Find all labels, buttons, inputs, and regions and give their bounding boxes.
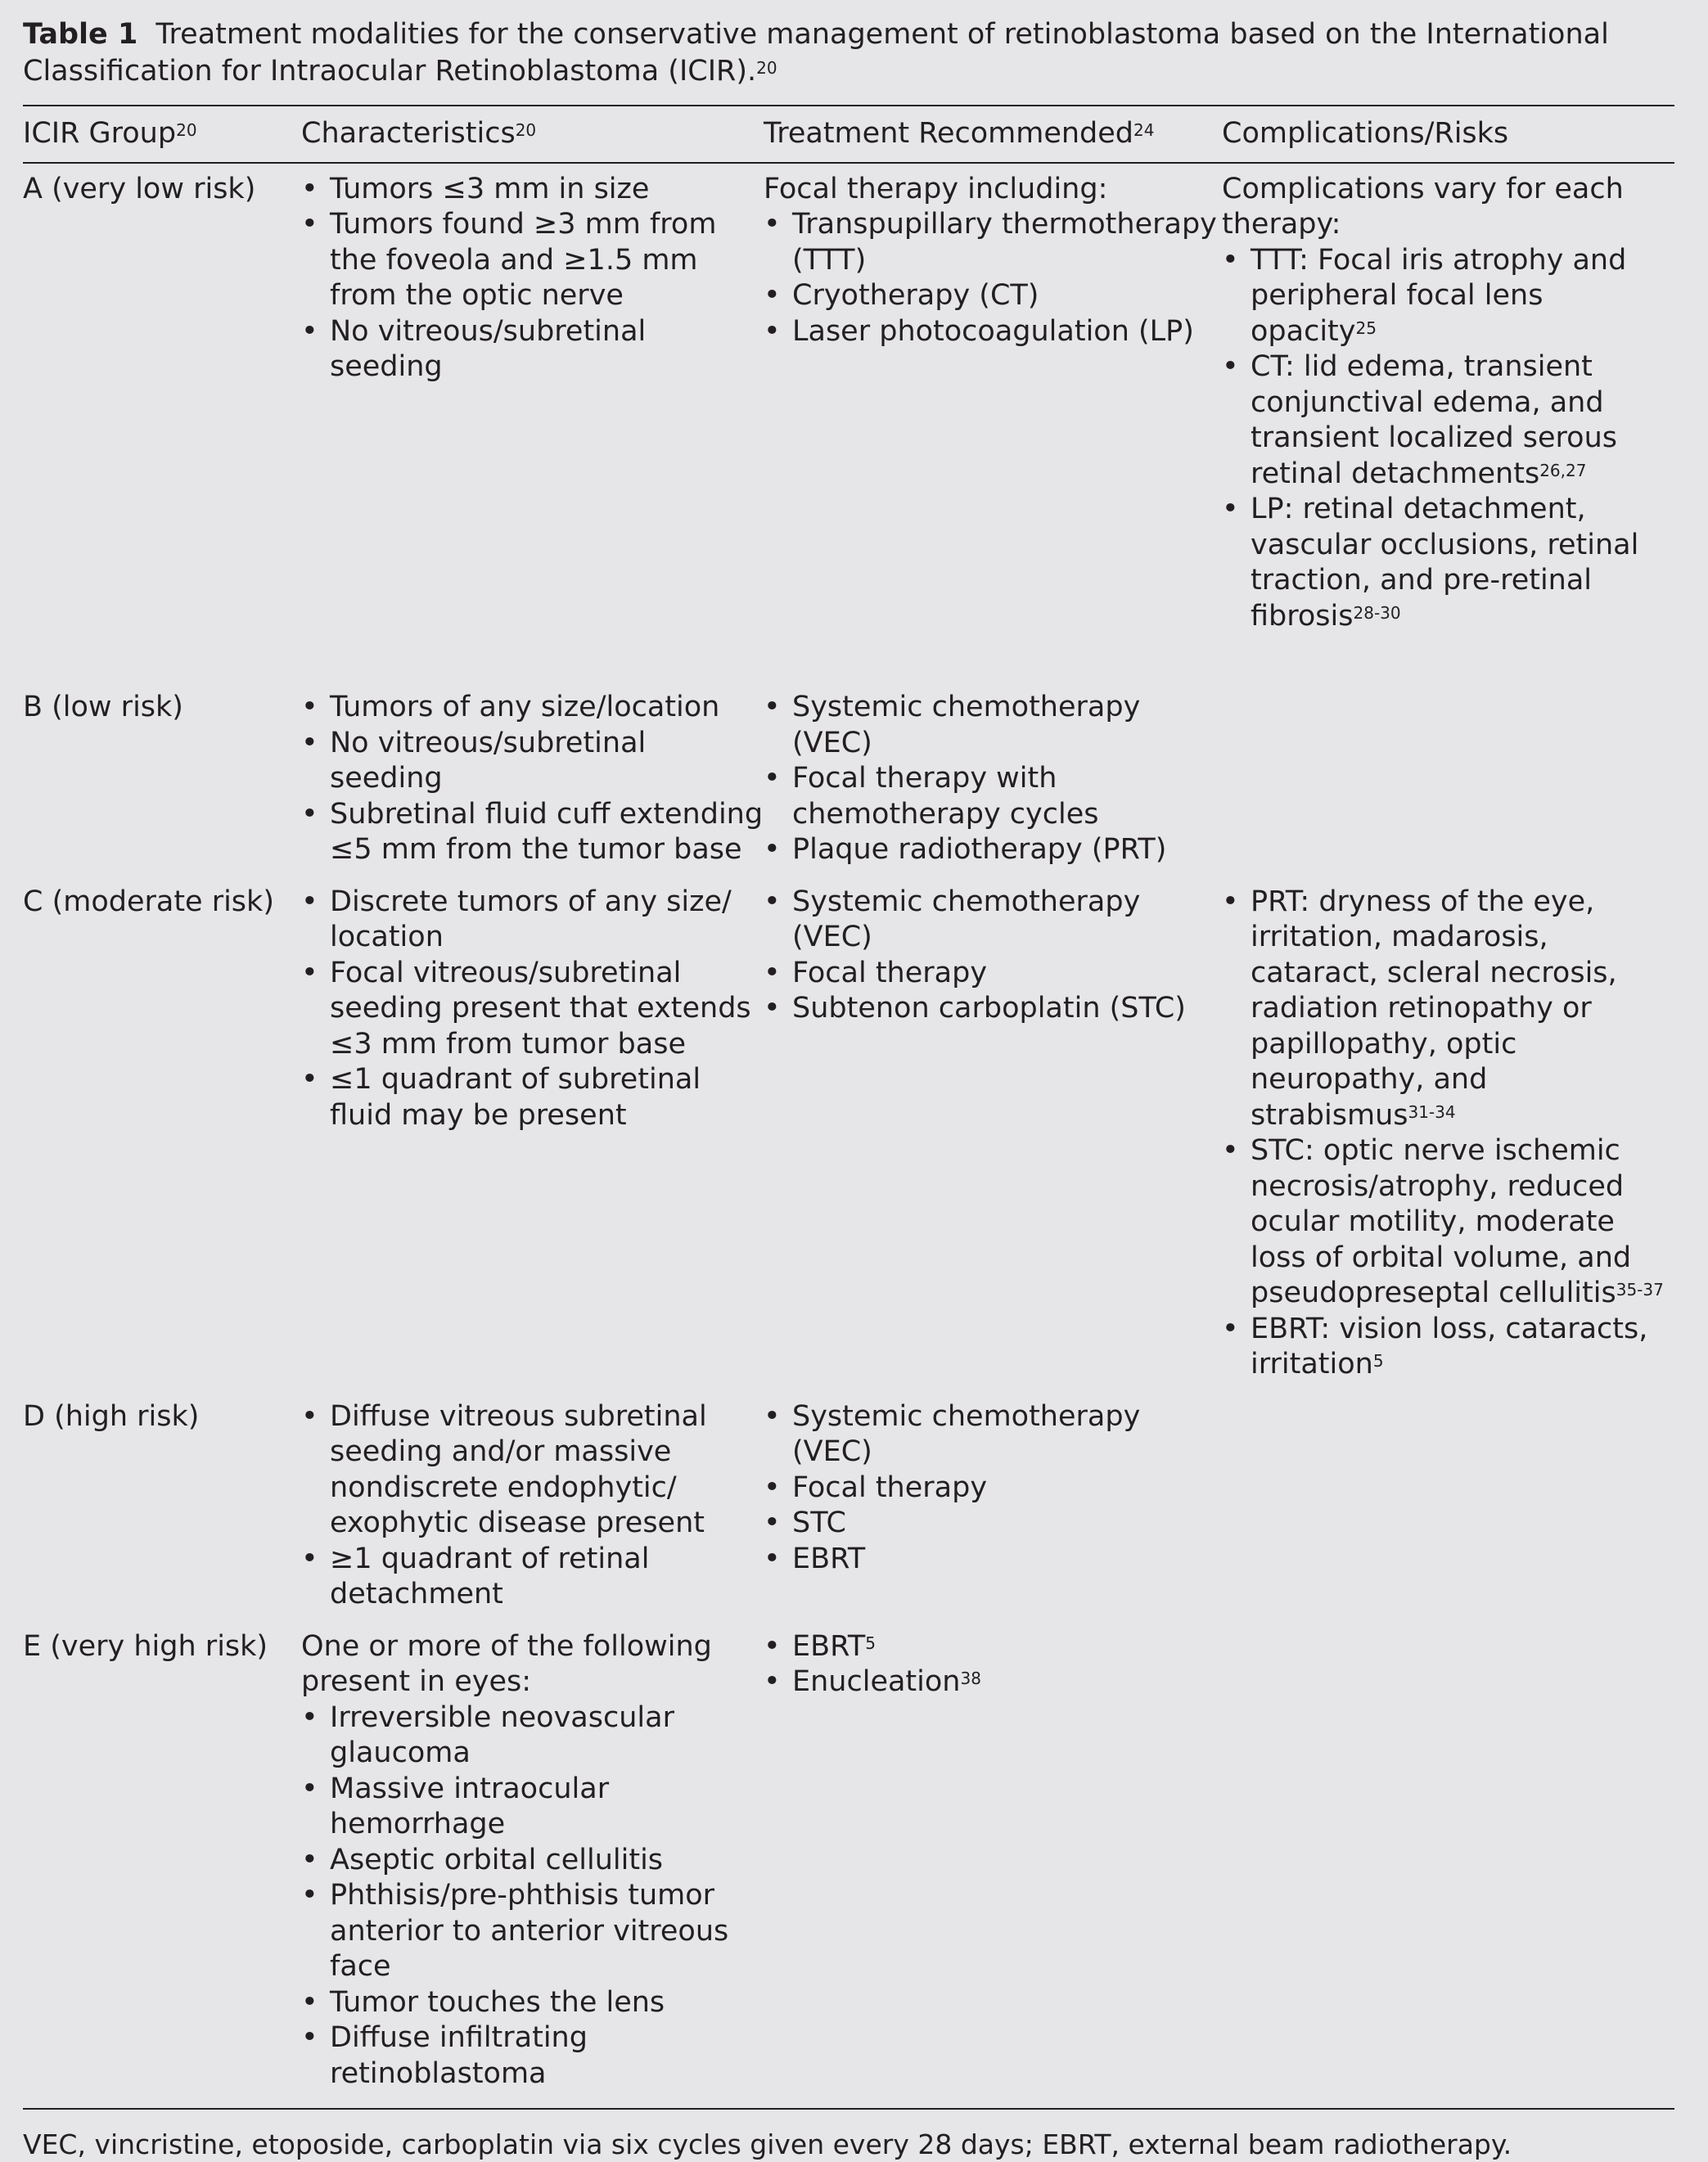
list-item-text: No vitreous/subretinal seeding — [330, 726, 647, 795]
table-footnote: VEC, vincristine, etoposide, carboplatin via six cycles given every 28 days; EBRT, external beam radiotherapy. — [23, 2128, 1512, 2160]
reference-superscript: 31-34 — [1408, 1101, 1456, 1122]
list-item-text: Subtenon carboplatin (STC) — [792, 992, 1186, 1025]
list-item — [301, 314, 764, 385]
cell-treatment — [764, 682, 1222, 876]
list-item — [301, 885, 764, 956]
list-item — [764, 1664, 1222, 1700]
treatment-list — [764, 1399, 1222, 1578]
header-text: Complications/Risks — [1222, 117, 1509, 150]
list-item-text: CT: lid edema, transient conjunctival edema, and transient localized serous retinal detachments — [1251, 350, 1618, 490]
list-item — [1222, 243, 1674, 350]
list-item — [764, 761, 1222, 832]
list-item-text: Discrete tumors of any size/ location — [330, 885, 732, 953]
list-item-text: Plaque radiotherapy (PRT) — [792, 833, 1167, 866]
list-item — [764, 991, 1222, 1027]
header-row — [23, 106, 1674, 163]
list-item — [301, 2020, 764, 2092]
list-item-text: EBRT — [792, 1629, 866, 1663]
cell-icir-group: B (low risk) — [23, 691, 183, 723]
table-row — [23, 1621, 1674, 2101]
list-item — [764, 207, 1222, 278]
list-item — [301, 1399, 764, 1542]
caption-text: Treatment modalities for the conservative management of retinoblastoma based on the International Classification for Intraocular Retinoblastoma (ICIR). — [23, 18, 1609, 88]
reference-superscript: 5 — [1372, 1351, 1384, 1371]
list-item-text: Laser photocoagulation (LP) — [792, 314, 1194, 348]
list-item-text: STC — [792, 1507, 846, 1539]
list-item — [301, 1700, 764, 1772]
list-item — [301, 797, 764, 868]
cell-characteristics — [301, 1621, 764, 2101]
list-item — [764, 278, 1222, 314]
treatment-table — [23, 106, 1674, 2100]
list-item-text: Enucleation — [792, 1665, 961, 1698]
list-item-text: Aseptic orbital cellulitis — [330, 1843, 664, 1876]
list-item — [301, 1843, 764, 1879]
caption-ref: 20 — [756, 58, 777, 78]
list-item — [764, 832, 1222, 868]
header-treatment — [764, 106, 1222, 163]
list-item — [301, 1985, 764, 2021]
cell-characteristics — [301, 876, 764, 1391]
table-label: Table 1 — [23, 18, 138, 51]
cell-icir-group: D (high risk) — [23, 1399, 200, 1433]
complications-list — [1222, 243, 1674, 635]
list-item — [764, 1506, 1222, 1542]
header-ref: 20 — [515, 120, 537, 140]
reference-superscript: 26,27 — [1539, 460, 1587, 480]
list-item-text: Irreversible neovascular glaucoma — [330, 1700, 674, 1769]
header-icir-group — [23, 106, 301, 163]
table-body — [23, 163, 1674, 2101]
list-item — [764, 1542, 1222, 1578]
list-item — [1222, 492, 1674, 634]
list-item — [764, 1399, 1222, 1471]
list-item-text: ≤1 quadrant of subretinal fluid may be present — [330, 1063, 701, 1132]
cell-complications — [1222, 1621, 1674, 2101]
reference-superscript: 28-30 — [1353, 602, 1401, 623]
header-text: Treatment Recommended — [764, 117, 1134, 150]
complications-intro: Complications vary for each therapy: — [1222, 172, 1624, 241]
treatment-list — [764, 207, 1222, 349]
list-item-text: Focal therapy — [792, 1471, 988, 1504]
cell-treatment — [764, 1621, 1222, 2101]
table-caption — [23, 16, 1674, 90]
list-item-text: Focal vitreous/subretinal seeding present that extends ≤3 mm from tumor base — [330, 956, 751, 1061]
characteristics-list — [301, 1399, 764, 1613]
header-ref: 20 — [176, 120, 197, 140]
list-item — [301, 726, 764, 797]
list-item — [301, 1878, 764, 1985]
list-item — [764, 314, 1222, 350]
list-item-text: Focal therapy with chemotherapy cycles — [792, 762, 1099, 831]
list-item — [764, 1629, 1222, 1665]
list-item-text: Tumors of any size/location — [330, 691, 720, 723]
list-item-text: Tumors ≤3 mm in size — [330, 172, 650, 205]
list-item — [1222, 885, 1674, 1134]
header-characteristics — [301, 106, 764, 163]
list-item-text: PRT: dryness of the eye, irritation, madarosis, cataract, scleral necrosis, radiation retinopathy or papillopathy, optic neuropathy, and strabismus — [1251, 885, 1617, 1132]
treatment-list — [764, 885, 1222, 1027]
list-item-text: Massive intraocular hemorrhage — [330, 1772, 610, 1840]
characteristics-list — [301, 690, 764, 868]
list-item — [301, 956, 764, 1063]
list-item — [1222, 1133, 1674, 1312]
table-row — [23, 876, 1674, 1391]
list-item-text: TTT: Focal iris atrophy and peripheral focal lens opacity — [1251, 243, 1627, 348]
header-text: ICIR Group — [23, 117, 177, 150]
characteristics-list — [301, 885, 764, 1134]
reference-superscript: 38 — [960, 1669, 981, 1688]
list-item-text: Tumors found ≥3 mm from the foveola and ≥1.5 mm from the optic nerve — [330, 208, 717, 312]
list-item-text: Cryotherapy (CT) — [792, 279, 1039, 312]
cell-icir-group: A (very low risk) — [23, 172, 256, 205]
list-item — [764, 690, 1222, 761]
table-row — [23, 163, 1674, 682]
list-item — [301, 1062, 764, 1133]
table-container — [23, 16, 1674, 2162]
header-complications — [1222, 106, 1674, 163]
list-item-text: EBRT: vision loss, cataracts, irritation — [1251, 1312, 1648, 1381]
cell-icir-group: C (moderate risk) — [23, 885, 274, 918]
list-item-text: STC: optic nerve ischemic necrosis/atrophy, reduced ocular motility, moderate loss of orbital volume, and pseudopreseptal cellulitis — [1251, 1134, 1632, 1309]
list-item-text: ≥1 quadrant of retinal detachment — [330, 1542, 650, 1610]
list-item — [764, 956, 1222, 992]
table-row — [23, 1391, 1674, 1621]
cell-characteristics — [301, 682, 764, 876]
list-item-text: No vitreous/subretinal seeding — [330, 314, 647, 383]
treatment-list — [764, 1629, 1222, 1700]
list-item-text: LP: retinal detachment, vascular occlusions, retinal traction, and pre-retinal fibrosis — [1251, 493, 1639, 633]
cell-characteristics — [301, 163, 764, 682]
list-item-text: Tumor touches the lens — [330, 1985, 665, 2019]
cell-complications — [1222, 876, 1674, 1391]
list-item — [301, 207, 764, 314]
characteristics-list — [301, 1700, 764, 2092]
list-item-text: Diffuse infiltrating retinoblastoma — [330, 2021, 588, 2090]
list-item-text: Systemic chemotherapy (VEC) — [792, 1399, 1141, 1468]
cell-treatment — [764, 876, 1222, 1391]
list-item — [1222, 1312, 1674, 1383]
characteristics-intro: One or more of the following present in eyes: — [301, 1629, 712, 1698]
cell-characteristics — [301, 1391, 764, 1621]
list-item — [301, 1772, 764, 1843]
list-item — [764, 885, 1222, 956]
table-row — [23, 682, 1674, 876]
treatment-intro: Focal therapy including: — [764, 172, 1108, 205]
list-item-text: EBRT — [792, 1542, 866, 1575]
cell-complications — [1222, 1391, 1674, 1621]
cell-complications — [1222, 163, 1674, 682]
list-item-text: Systemic chemotherapy (VEC) — [792, 885, 1141, 953]
list-item-text: Transpupillary thermotherapy (TTT) — [792, 208, 1217, 277]
reference-superscript: 5 — [865, 1633, 877, 1653]
list-item-text: Systemic chemotherapy (VEC) — [792, 691, 1141, 759]
list-item — [301, 172, 764, 208]
list-item-text: Focal therapy — [792, 956, 988, 989]
header-ref: 24 — [1133, 120, 1155, 140]
list-item — [1222, 349, 1674, 492]
list-item — [301, 1542, 764, 1613]
header-text: Characteristics — [301, 117, 516, 150]
cell-complications — [1222, 682, 1674, 876]
list-item-text: Subretinal fluid cuff extending ≤5 mm from the tumor base — [330, 797, 764, 866]
characteristics-list — [301, 172, 764, 385]
treatment-list — [764, 690, 1222, 868]
list-item-text: Diffuse vitreous subretinal seeding and/or massive nondiscrete endophytic/ exophytic disease present — [330, 1399, 707, 1539]
reference-superscript: 35-37 — [1616, 1280, 1664, 1299]
list-item-text: Phthisis/pre-phthisis tumor anterior to anterior vitreous face — [330, 1879, 729, 1983]
cell-treatment — [764, 163, 1222, 682]
cell-icir-group: E (very high risk) — [23, 1629, 268, 1663]
reference-superscript: 25 — [1355, 318, 1377, 338]
cell-treatment — [764, 1391, 1222, 1621]
list-item — [301, 690, 764, 726]
complications-list — [1222, 885, 1674, 1383]
list-item — [764, 1471, 1222, 1507]
